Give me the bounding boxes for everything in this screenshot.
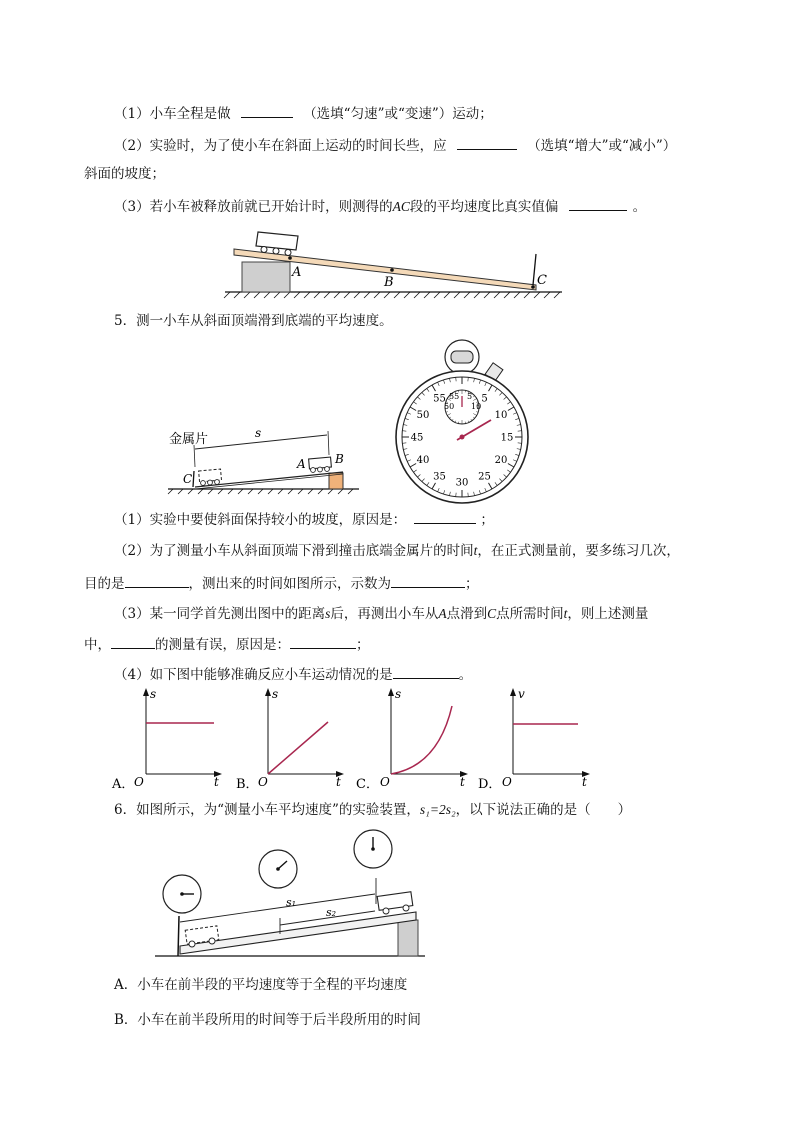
graph-d-ylabel: v: [518, 687, 525, 701]
graph-b-curve: [268, 722, 328, 774]
metal-plate: [178, 916, 179, 956]
graph-d-option: D．: [478, 777, 502, 792]
graph-d-y-arrow: [510, 688, 516, 696]
q5-part2-t: t: [473, 543, 478, 558]
q5-part3-t: t: [563, 606, 568, 621]
graph-c-xlabel: t: [460, 775, 465, 789]
q5-part3b-end: ；: [356, 637, 370, 653]
q5-part3b-mid: 的测量有误，原因是：: [155, 637, 290, 653]
q5-part3-mid3: 点所需时间: [496, 606, 564, 622]
q5-part1-end: ；: [480, 512, 494, 528]
q6-option-a[interactable]: A．小车在前半段的平均速度等于全程的平均速度: [114, 977, 408, 993]
incline-figure-q5: [163, 425, 363, 495]
q5-part4: [114, 664, 472, 685]
inner-label-10: 10: [471, 402, 482, 411]
q5-part1: [114, 509, 494, 530]
graph-d-origin: O: [502, 775, 512, 789]
graph-c-option: C．: [356, 777, 379, 792]
q4-part2-text: （2）实验时，为了使小车在斜面上运动的时间长些，应: [114, 138, 447, 154]
clock-middle: [259, 850, 297, 888]
stopwatch-crown-button: [451, 351, 473, 363]
q5-part3-s: s: [325, 606, 331, 621]
graph-a-y-arrow: [143, 688, 149, 696]
graph-a-xlabel: t: [214, 775, 219, 789]
q5-part3-post: ，则上述测量: [567, 606, 649, 622]
distance-tick-left: [194, 445, 195, 467]
graph-b-ylabel: s: [272, 687, 279, 701]
dial-label-25: 25: [478, 471, 491, 483]
dial-label-55: 55: [433, 393, 446, 405]
motion-graphs: [108, 686, 598, 792]
q4-part1-text: （1）小车全程是做: [114, 106, 231, 122]
dial-label-50: 50: [416, 410, 430, 421]
q5-answer-blank-6[interactable]: [393, 664, 459, 679]
q6-stem-eq: s₁=2s₂: [419, 802, 456, 817]
q5-part4-end: 。: [458, 667, 473, 683]
metal-plate: [533, 254, 536, 285]
q4-answer-blank-1[interactable]: [241, 103, 293, 118]
cart-dashed: [199, 469, 222, 485]
q5-part1-text: （1）实验中要使斜面保持较小的坡度，原因是：: [114, 512, 407, 528]
dial-label-30: 30: [455, 477, 469, 489]
q4-part3-text: （3）若小车被释放前就已开始计时，则测得的: [114, 199, 393, 215]
dial-label-45: 45: [410, 432, 424, 444]
graph-b-origin: O: [258, 775, 268, 789]
ground-hatching: [224, 292, 560, 298]
q5-part2-continued: [84, 573, 479, 594]
inner-label-5: 5: [467, 392, 473, 401]
q5-answer-blank-5[interactable]: [290, 634, 356, 649]
q4-part1-hint: （选填“匀速”或“变速”）运动；: [303, 106, 493, 122]
q4-part3-mid: 段的平均速度比真实值偏: [409, 199, 559, 215]
q5-part3-a: A: [438, 606, 447, 621]
inner-label-50: 50: [444, 402, 455, 411]
incline-figure-q4: [220, 222, 570, 300]
q4-answer-blank-2[interactable]: [457, 135, 517, 150]
dial-label-15: 15: [500, 432, 514, 444]
q5-answer-blank-1[interactable]: [414, 509, 476, 524]
support-block: [242, 262, 290, 292]
label-s1: s₁: [286, 896, 297, 909]
dial-label-35: 35: [433, 471, 446, 483]
q5-part2b-mid: ，测出来的时间如图所示，示数为: [188, 576, 391, 592]
dial-label-10: 10: [494, 410, 508, 421]
graph-b: [236, 687, 344, 792]
graph-b-xlabel: t: [336, 775, 341, 789]
q5-part2b-pre: 目的是: [84, 576, 125, 592]
q5-part2-text: （2）为了测量小车从斜面顶端下滑到撞击底端金属片的时间: [114, 543, 474, 559]
graph-c-y-arrow: [388, 688, 394, 696]
cart: [377, 892, 413, 914]
q4-part1: [114, 103, 493, 124]
q5-stem: 5．测一小车从斜面顶端滑到底端的平均速度。: [114, 313, 393, 329]
label-metal-plate: 金属片: [169, 432, 209, 447]
mark-a: [288, 256, 292, 260]
q4-part3: [114, 196, 646, 217]
q5-part4-pre: （4）如下图中能够准确反应小车运动情况的是: [114, 667, 393, 683]
q5-part3: [114, 604, 648, 624]
cart: [309, 457, 332, 472]
dial-label-20: 20: [494, 455, 508, 466]
ground-hatching: [168, 489, 353, 494]
graph-b-option: B．: [236, 777, 259, 792]
graph-a-ylabel: s: [150, 687, 157, 701]
q4-part2: [114, 135, 676, 156]
label-b: B: [335, 452, 344, 466]
inner-label-55: 55: [449, 392, 460, 401]
q4-part2-hint: （选填“增大”或“减小”）: [527, 138, 677, 154]
q4-part3-end: 。: [632, 199, 647, 215]
cart: [256, 232, 298, 256]
label-s: s: [255, 426, 262, 440]
q5-answer-blank-2[interactable]: [125, 573, 189, 588]
q6-stem-pre: 6．如图所示，为“测量小车平均速度”的实验装置，: [114, 802, 420, 818]
graph-c-ylabel: s: [395, 687, 402, 701]
label-a: A: [297, 457, 306, 471]
q5-part3b-pre: 中，: [84, 637, 111, 653]
mark-b: [390, 268, 394, 272]
q5-part3-mid2: 点滑到: [446, 606, 488, 622]
label-b: B: [384, 275, 394, 290]
q4-answer-blank-3[interactable]: [569, 196, 627, 211]
graph-a-option: A．: [112, 777, 135, 792]
incline-figure-q6: [150, 822, 430, 962]
q4-part3-ac: AC: [392, 199, 410, 214]
graph-a-origin: O: [134, 775, 144, 789]
q5-answer-blank-3[interactable]: [391, 573, 465, 588]
q5-part3-mid1: 后，再测出小车从: [330, 606, 439, 622]
q5-part2: [114, 541, 680, 561]
q5-part2-post: ，在正式测量前，要多练习几次，: [477, 543, 680, 559]
graph-d-xlabel: t: [582, 775, 587, 789]
graph-a: [111, 687, 222, 792]
support-block: [398, 920, 418, 956]
q6-option-b[interactable]: B．小车在前半段所用的时间等于后半段所用的时间: [114, 1012, 421, 1028]
label-a: A: [292, 265, 302, 280]
q4-part2-continued: 斜面的坡度；: [84, 166, 165, 182]
label-c: C: [537, 273, 547, 288]
center-pivot: [460, 435, 465, 440]
clock-bottom: [163, 875, 201, 913]
dial-label-5: 5: [481, 393, 488, 405]
stopwatch-figure: [385, 335, 535, 507]
label-c: C: [183, 472, 193, 486]
dial-label-40: 40: [416, 455, 430, 466]
q5-answer-blank-4[interactable]: [111, 634, 155, 649]
label-s2: s₂: [326, 906, 337, 919]
q5-part3-pre: （3）某一同学首先测出图中的距离: [114, 606, 326, 622]
distance-s1-line: [180, 894, 375, 922]
q5-part3-continued: [84, 634, 370, 655]
q5-part3-c: C: [487, 606, 497, 621]
graph-b-y-arrow: [265, 688, 271, 696]
q6-stem: [114, 800, 631, 820]
clock-top: [354, 830, 392, 868]
q6-stem-post: ，以下说法正确的是（ ）: [455, 802, 632, 818]
q5-part2b-end: ；: [465, 576, 479, 592]
metal-plate: [193, 471, 194, 487]
incline-plank: [180, 912, 416, 954]
graph-c-curve: [391, 706, 452, 774]
graph-d: [478, 687, 590, 792]
graph-c-origin: O: [380, 775, 390, 789]
graph-c: [356, 687, 468, 792]
mark-c: [531, 285, 535, 289]
distance-tick-right: [328, 431, 329, 455]
